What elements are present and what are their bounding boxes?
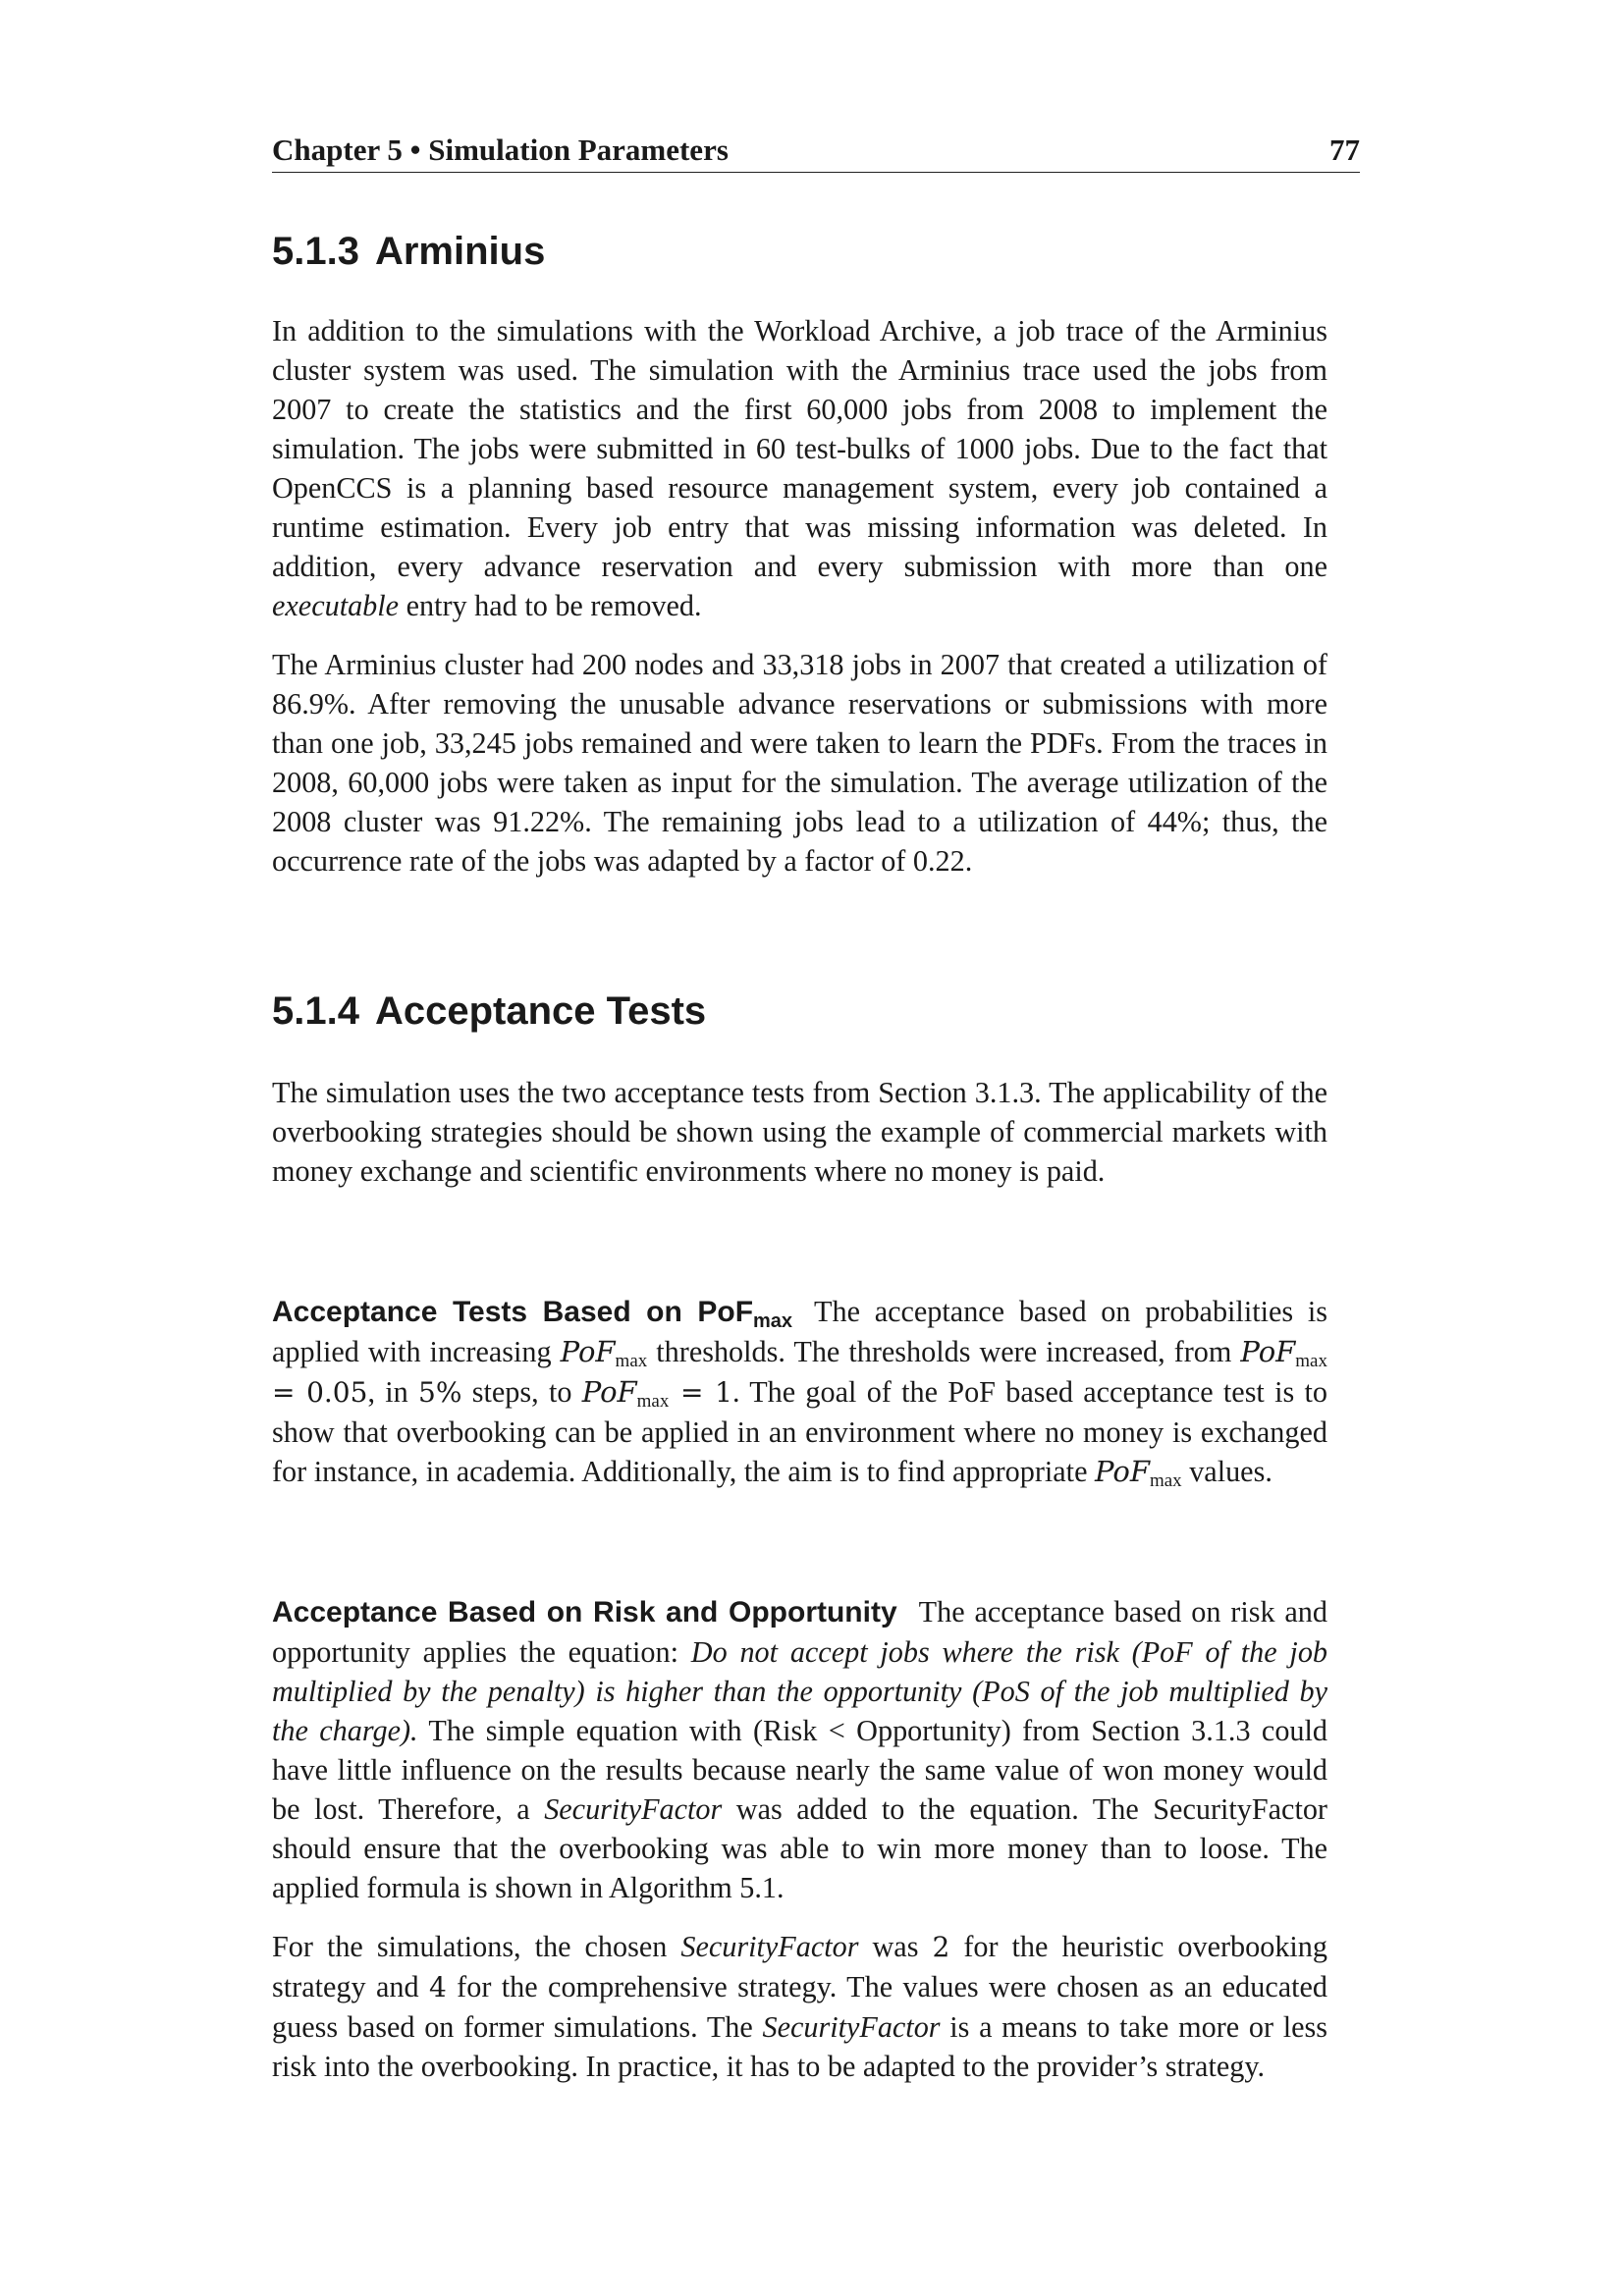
paragraph-arminius-1	[272, 311, 1327, 625]
text-run: entry had to be removed.	[399, 589, 702, 622]
text-run: , in	[367, 1375, 419, 1409]
text-run: steps, to	[461, 1375, 582, 1409]
math-value: = 1	[669, 1376, 732, 1409]
text-run: values.	[1181, 1455, 1272, 1488]
emphasis-equation: Do not accept jobs where the risk (PoF of the job multiplied by the penalty) is higher than the opportunity (PoS of the job multiplied by the charge).	[272, 1635, 1328, 1747]
math-percent: 5%	[418, 1376, 462, 1409]
math-subscript: max	[636, 1391, 670, 1412]
runin-text: Acceptance Tests Based on PoF	[272, 1296, 754, 1328]
math-symbol: PoF	[1240, 1335, 1296, 1368]
math-subscript: max	[1295, 1351, 1327, 1371]
running-head	[272, 128, 1360, 173]
section-heading-5-1-4	[272, 988, 706, 1035]
paragraph-risk-opportunity	[272, 1592, 1327, 1907]
text-run: In addition to the simulations with the Workload Archive, a job trace of the Arminius cluster system was used. The simulation with the Arminius trace used the jobs from 2007 to create the statistics and the first 60,000 jobs from 2008 to implement the simulation. The jobs were submitted in 60 test-bulks of 1000 jobs. Due to the fact that OpenCCS is a planning based resource management system, every job contained a runtime estimation. Every job entry that was missing information was deleted. In addition, every advance reservation and every submission with more than one	[272, 314, 1327, 583]
math-pofmax	[581, 1375, 670, 1412]
section-title: Acceptance Tests	[374, 989, 707, 1033]
text-run: for the comprehensive strategy. The values were chosen as an educated guess based on former simulations. The	[272, 1970, 1327, 2044]
math-symbol: PoF	[581, 1375, 637, 1409]
math-subscript: max	[615, 1351, 648, 1371]
math-number: 4	[428, 1971, 447, 2003]
text-run: thresholds. The thresholds were increased, from	[647, 1335, 1241, 1368]
math-pofmax	[1240, 1335, 1327, 1371]
paragraph-pof-acceptance	[272, 1292, 1327, 1491]
paragraph-securityfactor	[272, 1927, 1327, 2086]
section-number: 5.1.4	[272, 989, 359, 1033]
math-symbol: PoF	[560, 1335, 616, 1368]
math-value: = 0.05	[272, 1376, 368, 1409]
emphasis-securityfactor: SecurityFactor	[762, 2010, 941, 2044]
text-run: The acceptance based on probabilities is applied with increasing	[272, 1295, 1327, 1368]
math-symbol: PoF	[1095, 1455, 1150, 1488]
text-run: is a means to take more or less risk into the overbooking. In practice, it has to be adapted to the provider’s strategy.	[272, 2010, 1327, 2083]
text-run: The acceptance based on risk and opportunity applies the equation:	[272, 1595, 1327, 1669]
math-pofmax	[1095, 1455, 1182, 1491]
text-run: The simple equation with (Risk < Opportunity) from Section 3.1.3 could have little influence on the results because nearly the same value of won money would be lost. Therefore, a	[272, 1714, 1327, 1826]
text-run: For the simulations, the chosen	[272, 1930, 681, 1963]
math-number: 2	[932, 1931, 950, 1963]
page-number: 77	[1329, 133, 1360, 167]
text-run: for the heuristic overbooking strategy and	[272, 1930, 1327, 2003]
paragraph-arminius-2: The Arminius cluster had 200 nodes and 33,318 jobs in 2007 that created a utilization of 86.9%. After removing the unusable advance reservations or submissions with more than one job, 33,245 jobs remained and were taken to learn the PDFs. From the traces in 2008, 60,000 jobs were taken as input for the simulation. The average utilization of the 2008 cluster was 91.22%. The remaining jobs lead to a utilization of 44%; thus, the occurrence rate of the jobs was adapted by a factor of 0.22.	[272, 648, 1327, 878]
text-run: was	[858, 1930, 933, 1963]
section-title: Arminius	[374, 230, 546, 273]
emphasis-executable: executable	[272, 589, 400, 622]
emphasis-securityfactor: SecurityFactor	[544, 1792, 723, 1826]
section-number: 5.1.3	[272, 230, 359, 273]
runin-heading-risk: Acceptance Based on Risk and Opportunity	[272, 1596, 897, 1629]
runin-subscript: max	[753, 1310, 793, 1332]
emphasis-securityfactor: SecurityFactor	[680, 1930, 859, 1963]
runin-heading-pof	[272, 1296, 793, 1332]
text-run: . The goal of the PoF based acceptance test is to show that overbooking can be applied in an environment where no money is exchanged for instance, in academia. Additionally, the aim is to find appropriate	[272, 1375, 1328, 1488]
paragraph-acceptance-intro: The simulation uses the two acceptance tests from Section 3.1.3. The applicability of the overbooking strategies should be shown using the example of commercial markets with money exchange and scientific environments where no money is paid.	[272, 1076, 1327, 1188]
text-run: was added to the equation. The SecurityFactor should ensure that the overbooking was able to win more money than to loose. The applied formula is shown in Algorithm 5.1.	[272, 1792, 1327, 1904]
section-heading-5-1-3	[272, 228, 545, 275]
math-subscript: max	[1149, 1470, 1182, 1491]
math-pofmax	[560, 1335, 648, 1371]
chapter-title: Chapter 5 • Simulation Parameters	[272, 133, 729, 167]
